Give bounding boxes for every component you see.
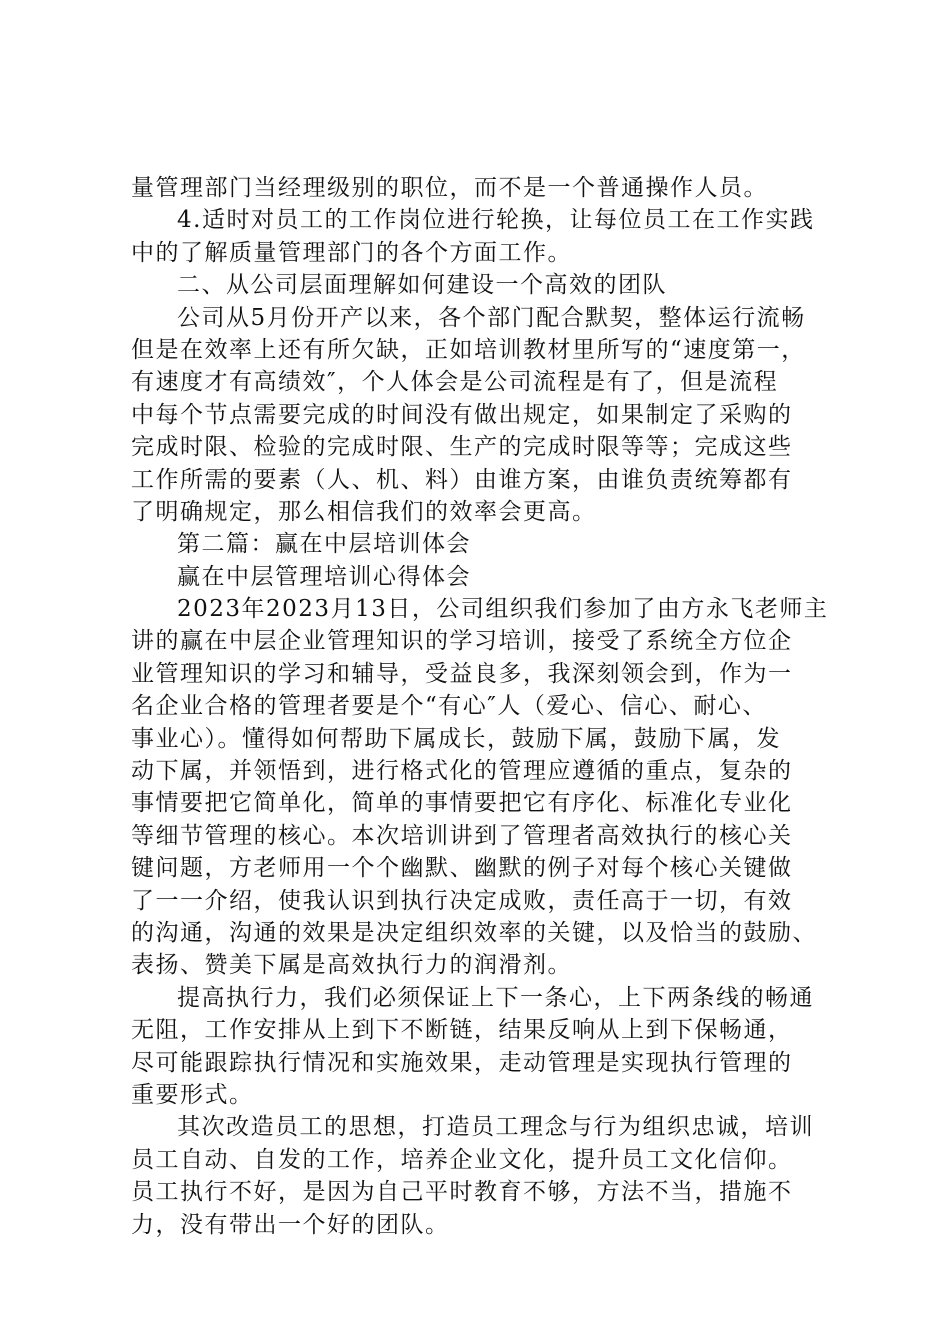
text-line: 重要形式。 (131, 1081, 254, 1108)
text-line: 员工执行不好，是因为自己平时教育不够，方法不当，措施不 (131, 1179, 793, 1206)
text-line: 完成时限、检验的完成时限、生产的完成时限等等；完成这些 (131, 434, 793, 461)
text-line: 量管理部门当经理级别的职位，而不是一个普通操作人员。 (131, 175, 768, 201)
text-line: 无阻，工作安排从上到下不断链，结果反响从上到下保畅通， (131, 1017, 793, 1044)
text-line: 力，没有带出一个好的团队。 (131, 1211, 450, 1238)
text-line: 等细节管理的核心。本次培训讲到了管理者高效执行的核心关 (131, 822, 793, 849)
text-line: 有速度才有高绩效″，个人体会是公司流程是有了，但是流程 (131, 369, 779, 396)
text-line: 了一一介绍，使我认识到执行决定成败，责任高于一切，有效 (131, 887, 793, 914)
text-line: 讲的赢在中层企业管理知识的学习培训，接受了系统全方位企 (131, 628, 793, 655)
text-line: 中的了解质量管理部门的各个方面工作。 (131, 239, 572, 266)
text-line: 4.适时对员工的工作岗位进行轮换，让每位员工在工作实践 (177, 207, 815, 234)
text-line: 第二篇：赢在中层培训体会 (177, 531, 471, 558)
text-line: 键问题，方老师用一个个幽默、幽默的例子对每个核心关键做 (131, 855, 793, 882)
text-line: 事情要把它简单化，简单的事情要把它有序化、标准化专业化 (131, 790, 793, 817)
text-line: 业管理知识的学习和辅导，受益良多，我深刻领会到，作为一 (131, 660, 793, 687)
text-line: 的沟通，沟通的效果是决定组织效率的关键，以及恰当的鼓励、 (131, 919, 817, 946)
document-body-text (131, 172, 831, 1241)
text-line: 事业心）。懂得如何帮助下属成长，鼓励下属，鼓励下属，发 (131, 725, 781, 752)
text-line: 提高执行力，我们必须保证上下一条心，上下两条线的畅通 (177, 984, 814, 1011)
text-line: 工作所需的要素（人、机、料）由谁方案，由谁负责统筹都有 (131, 466, 793, 493)
text-line: 2023年2023月13日，公司组织我们参加了由方永飞老师主 (177, 596, 829, 623)
text-line: 中每个节点需要完成的时间没有做出规定，如果制定了采购的 (131, 401, 793, 428)
text-line: 员工自动、自发的工作，培养企业文化，提升员工文化信仰。 (131, 1146, 793, 1173)
text-line: 但是在效率上还有所欠缺，正如培训教材里所写的“速度第一， (131, 336, 806, 363)
text-line: 其次改造员工的思想，打造员工理念与行为组织忠诚，培训 (177, 1114, 814, 1141)
text-line: 赢在中层管理培训心得体会 (177, 563, 471, 590)
text-line: 表扬、赞美下属是高效执行力的润滑剂。 (131, 952, 572, 979)
text-line: 名企业合格的管理者要是个“有心″人（爱心、信心、耐心、 (131, 693, 767, 720)
text-line: 公司从5月份开产以来，各个部门配合默契，整体运行流畅 (177, 304, 806, 331)
text-line: 了明确规定，那么相信我们的效率会更高。 (131, 498, 597, 525)
text-line: 二、从公司层面理解如何建设一个高效的团队 (177, 272, 667, 299)
text-line: 尽可能跟踪执行情况和实施效果，走动管理是实现执行管理的 (131, 1049, 793, 1076)
text-line: 动下属，并领悟到，进行格式化的管理应遵循的重点，复杂的 (131, 758, 793, 785)
